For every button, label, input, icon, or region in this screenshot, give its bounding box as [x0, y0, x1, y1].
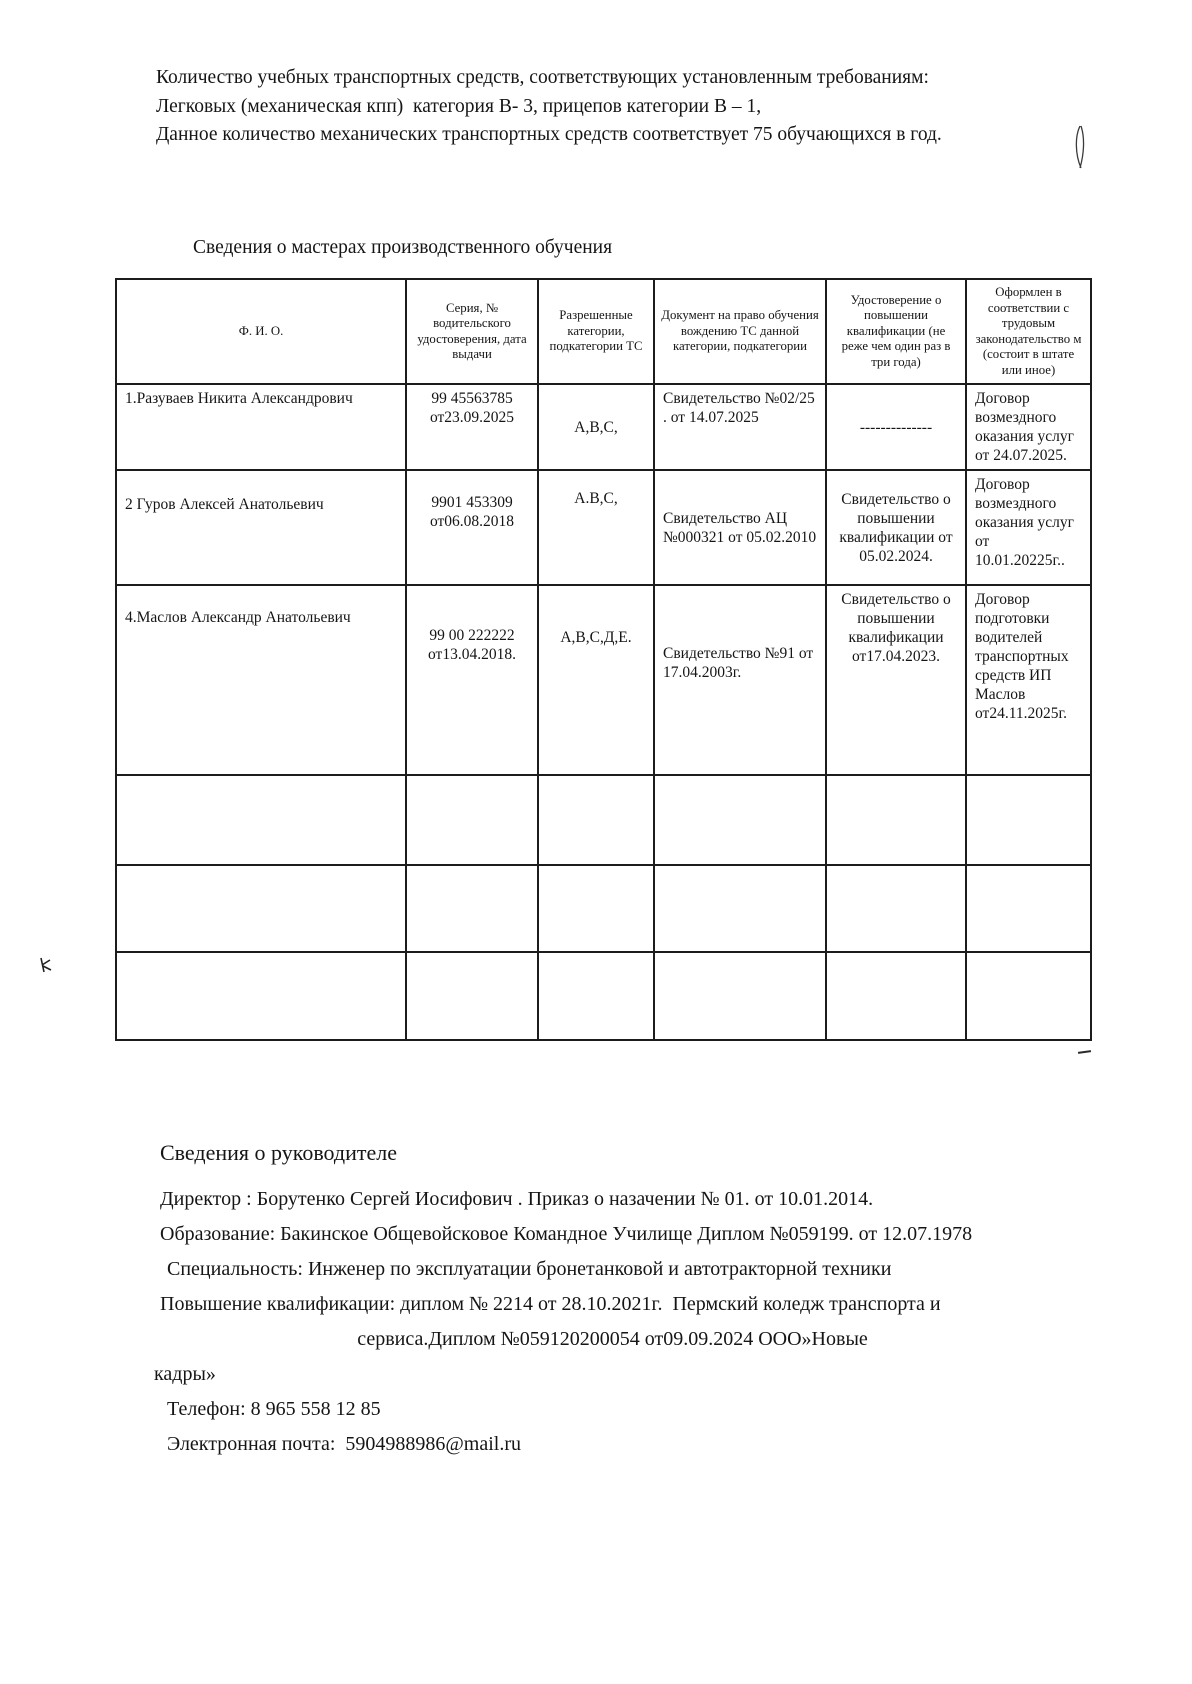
director-section-title: Сведения о руководителе	[160, 1140, 398, 1165]
header-cell-employment: Оформлен в соответствии с трудовым законодательство м (состоит в штате или иное)	[966, 279, 1091, 384]
empty-cell	[406, 775, 538, 865]
table-row-empty	[116, 952, 1091, 1040]
cell-name: 1.Разуваев Никита Александрович	[116, 384, 406, 470]
empty-cell	[654, 775, 826, 865]
cell-document: Свидетельство №91 от 17.04.2003г.	[654, 585, 826, 775]
table-row-empty	[116, 775, 1091, 865]
phone-line: Телефон: 8 965 558 12 85	[167, 1398, 381, 1420]
masters-table	[115, 278, 1092, 1041]
header-cell-fio: Ф. И. О.	[116, 279, 406, 384]
cell-employment: Договор возмездного оказания услуг от 24.07.2025.	[966, 384, 1091, 470]
intro-line-2: Легковых (механическая кпп) категория В- 3, прицепов категории В – 1,	[156, 95, 762, 117]
specialty-line: Специальность: Инженер по эксплуатации бронетанковой и автотракторной техники	[167, 1258, 892, 1280]
empty-cell	[966, 775, 1091, 865]
intro-line-1: Количество учебных транспортных средств, соответствующих установленным требованиям:	[156, 67, 929, 88]
table-row	[116, 585, 1091, 775]
cell-document: Свидетельство №02/25 . от 14.07.2025	[654, 384, 826, 470]
cell-name: 4.Маслов Александр Анатольевич	[116, 585, 406, 775]
director-line: Директор : Борутенко Сергей Иосифович . Приказ о назачении № 01. от 10.01.2014.	[160, 1188, 874, 1210]
empty-cell	[538, 865, 654, 952]
qualification-line-1: Повышение квалификации: диплом № 2214 от 28.10.2021г. Пермский коледж транспорта и	[160, 1293, 941, 1315]
header-cell-license: Серия, № водительского удостоверения, дата выдачи	[406, 279, 538, 384]
qualification-line-3: кадры»	[154, 1363, 216, 1385]
cell-categories: А,В,С,	[538, 384, 654, 470]
cell-license: 99 45563785 от23.09.2025	[406, 384, 538, 470]
table-row-empty	[116, 865, 1091, 952]
empty-cell	[538, 775, 654, 865]
table-row	[116, 384, 1091, 470]
email-line: Электронная почта: 5904988986@mail.ru	[167, 1433, 522, 1455]
cell-license: 99 00 222222 от13.04.2018.	[406, 585, 538, 775]
empty-cell	[538, 952, 654, 1040]
ink-stroke-artifact	[1072, 124, 1088, 170]
cell-qualification: Свидетельство о повышении квалификации от 05.02.2024.	[826, 470, 966, 585]
empty-cell	[826, 775, 966, 865]
empty-cell	[826, 952, 966, 1040]
empty-cell	[116, 775, 406, 865]
empty-cell	[654, 952, 826, 1040]
empty-cell	[116, 865, 406, 952]
ink-mark-artifact	[38, 956, 54, 974]
cell-document: Свидетельство АЦ №000321 от 05.02.2010	[654, 470, 826, 585]
cell-employment: Договор подготовки водителей транспортных средств ИП Маслов от24.11.2025г.	[966, 585, 1091, 775]
empty-cell	[406, 952, 538, 1040]
cell-license: 9901 453309 от06.08.2018	[406, 470, 538, 585]
qualification-line-2: сервиса.Диплом №059120200054 от09.09.2024 ООО»Новые	[357, 1328, 868, 1350]
cell-name: 2 Гуров Алексей Анатольевич	[116, 470, 406, 585]
header-cell-qualification: Удостоверение о повышении квалификации (не реже чем один раз в три года)	[826, 279, 966, 384]
cell-qualification: --------------	[826, 384, 966, 470]
dash-artifact	[1078, 1050, 1091, 1054]
cell-categories: А,В,С,Д,Е.	[538, 585, 654, 775]
cell-categories: А.В,С,	[538, 470, 654, 585]
empty-cell	[116, 952, 406, 1040]
empty-cell	[966, 952, 1091, 1040]
header-row	[116, 279, 1091, 384]
empty-cell	[826, 865, 966, 952]
intro-line-3: Данное количество механических транспортных средств соответствует 75 обучающихся в год.	[156, 124, 942, 145]
cell-employment: Договор возмездного оказания услуг от 10.01.20225г..	[966, 470, 1091, 585]
empty-cell	[654, 865, 826, 952]
education-line: Образование: Бакинское Общевойсковое Командное Училище Диплом №059199. от 12.07.1978	[160, 1223, 973, 1245]
header-cell-document: Документ на право обучения вождению ТС данной категории, подкатегории	[654, 279, 826, 384]
table-row	[116, 470, 1091, 585]
director-section	[154, 1138, 1095, 1464]
empty-cell	[966, 865, 1091, 952]
header-cell-categories: Разрешенные категории, подкатегории ТС	[538, 279, 654, 384]
masters-table-title: Сведения о мастерах производственного обучения	[193, 237, 613, 258]
empty-cell	[406, 865, 538, 952]
intro-paragraph	[156, 64, 1056, 150]
cell-qualification: Свидетельство о повышении квалификации от17.04.2023.	[826, 585, 966, 775]
